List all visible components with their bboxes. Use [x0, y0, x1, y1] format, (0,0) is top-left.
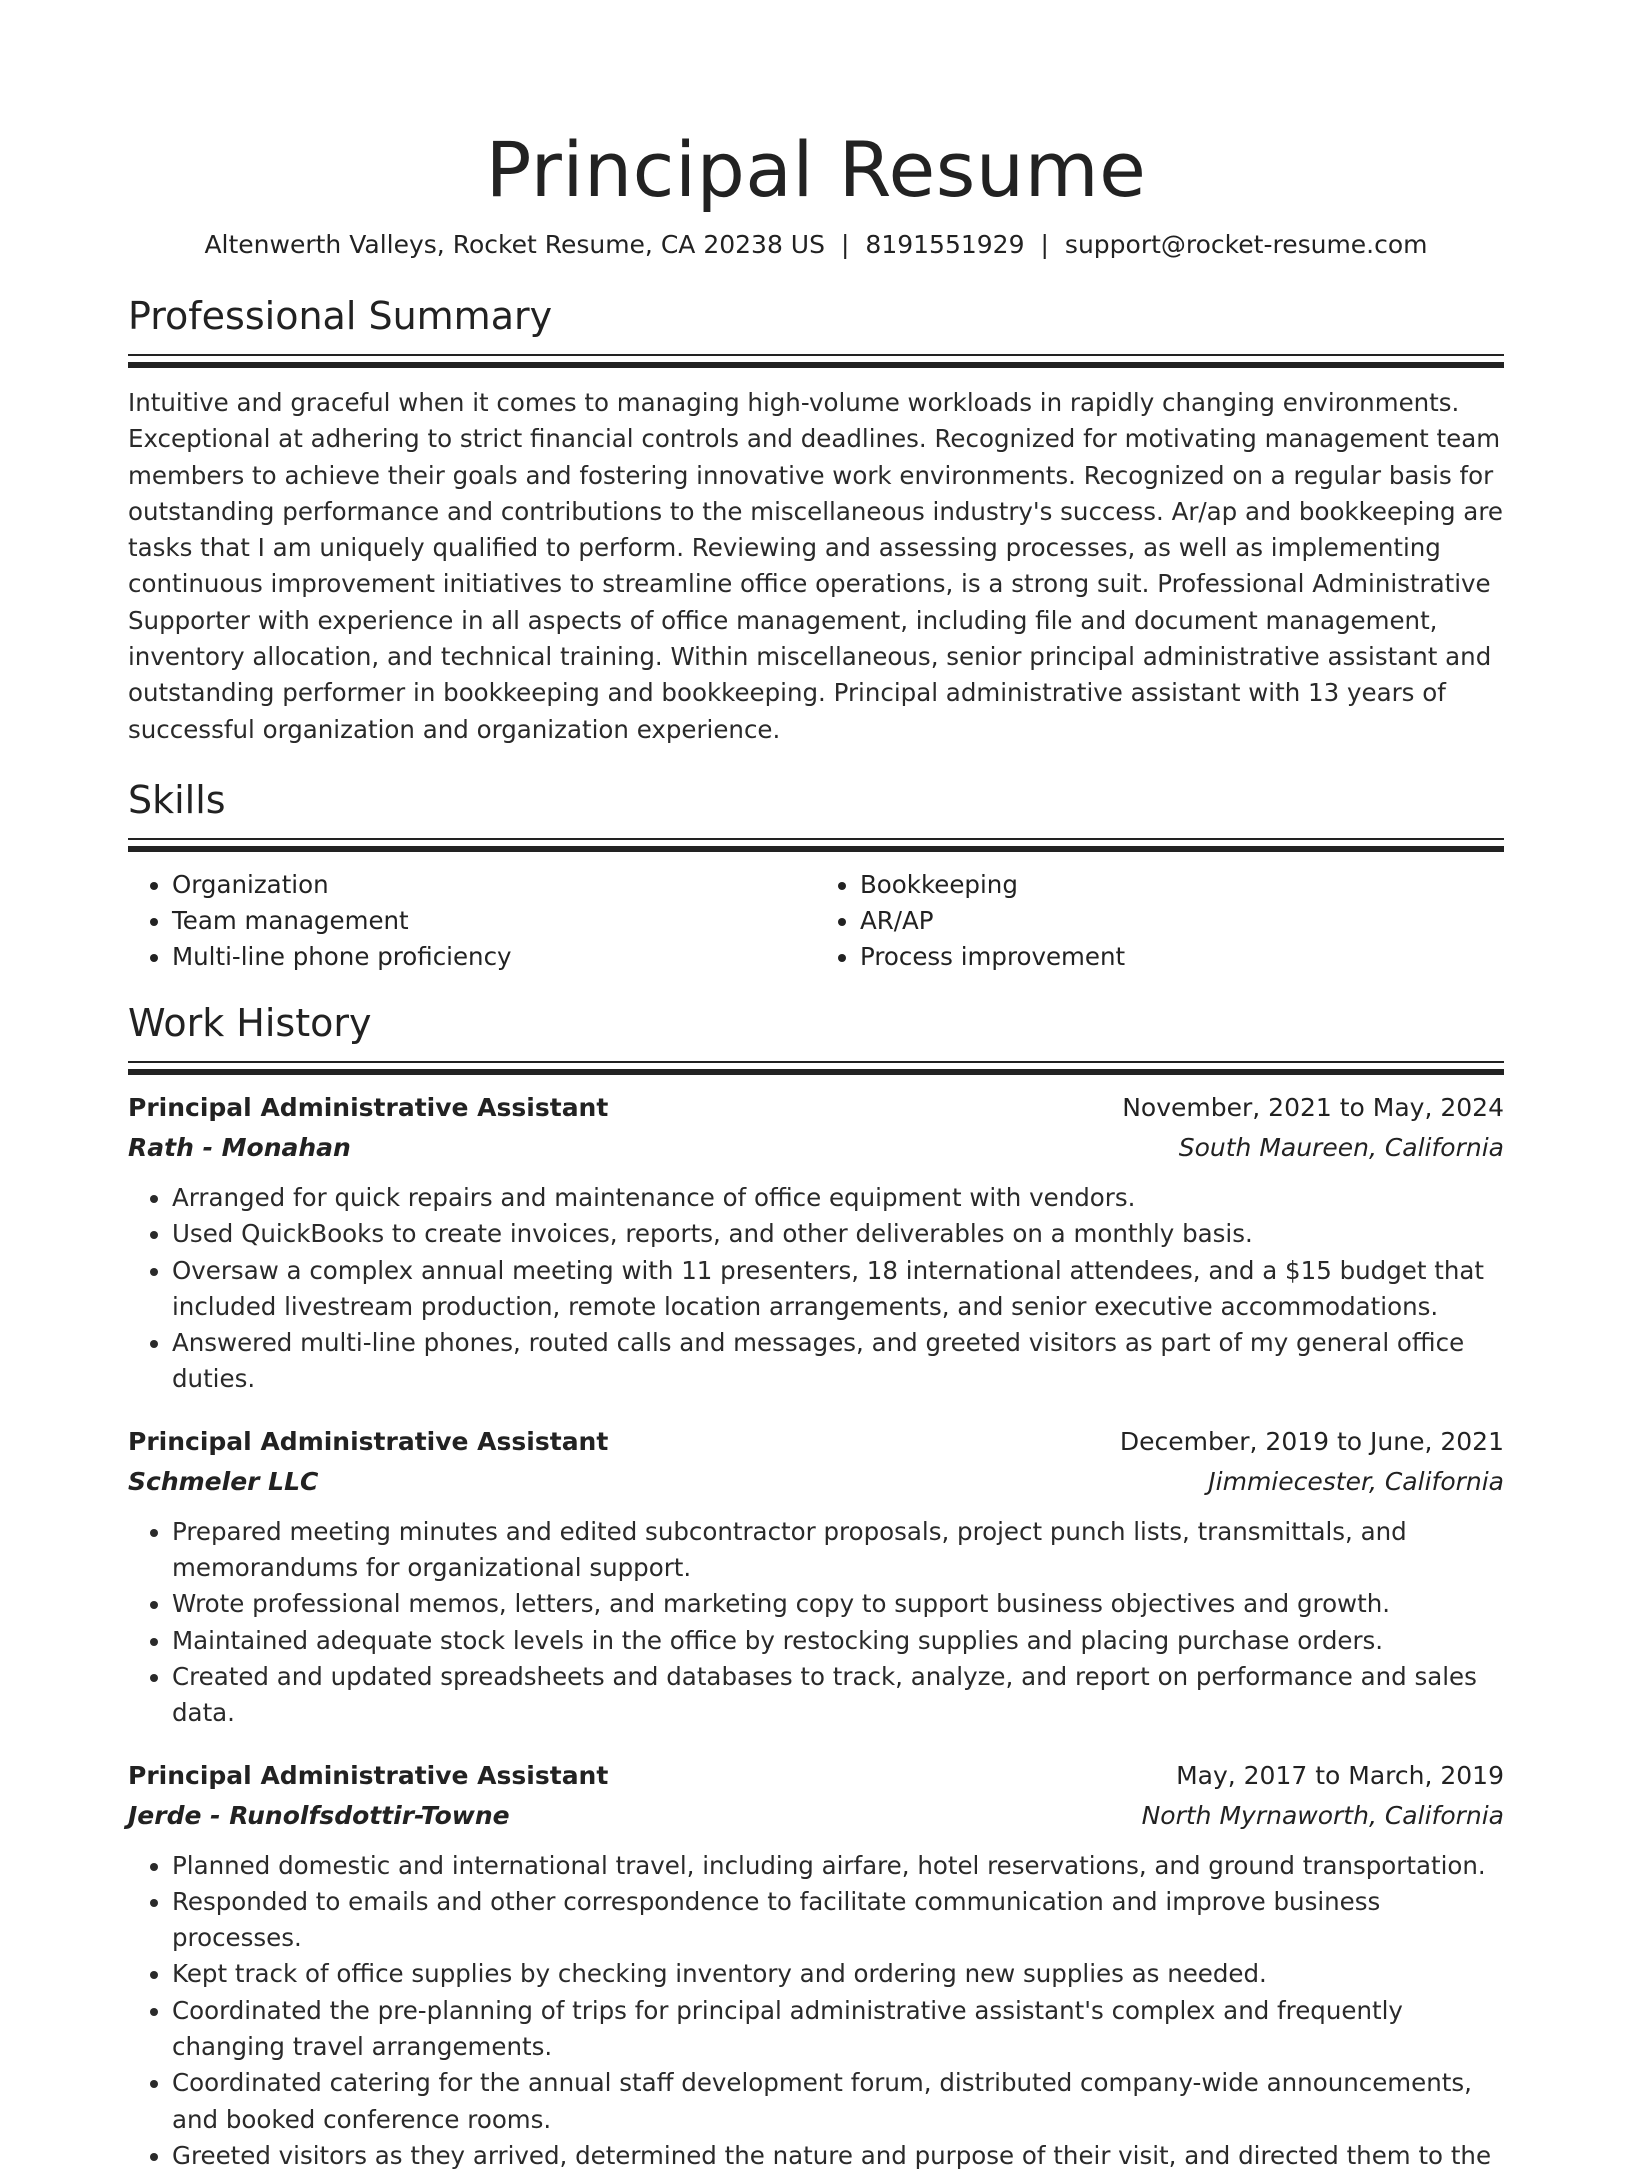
summary-text: Intuitive and graceful when it comes to managing high-volume workloads in rapidly changing environments. Exceptional at adhering to strict financial controls and deadlines. Recognized for motivating management team members to achieve their goals and fostering innovative work environments. Recognized on a regular basis for outstanding performance and contributions to the miscellaneous industry's success. Ar/ap and bookkeeping are tasks that I am uniquely qualified to perform. Reviewing and assessing processes, as well as implementing continuous improvement initiatives to streamline office operations, is a strong suit. Professional Administrative Supporter with experience in all aspects of office management, including file and document management, inventory allocation, and technical training. Within miscellaneous, senior principal administrative assistant and outstanding performer in bookkeeping and bookkeeping. Principal administrative assistant with 13 years of successful organization and organization experience.: [128, 388, 1503, 744]
skill-item: • Organization: [172, 867, 816, 903]
job-bullet: • Planned domestic and international travel, including airfare, hotel reservations, and ground transportation.: [172, 1848, 1504, 1884]
skill-item: • Process improvement: [860, 939, 1504, 975]
skills-section: [128, 776, 1504, 975]
section-rule: [128, 1061, 1504, 1076]
job-entry: [128, 1756, 1504, 2174]
contact-address: Altenwerth Valleys, Rocket Resume, CA 20238 US: [204, 230, 825, 259]
job-location: North Myrnaworth, California: [1141, 1800, 1504, 1830]
job-bullet: • Answered multi-line phones, routed calls and messages, and greeted visitors as part of my general office duties.: [172, 1325, 1504, 1398]
skill-item: • Multi-line phone proficiency: [172, 939, 816, 975]
skills-column-left: [128, 867, 816, 975]
job-location: South Maureen, California: [1178, 1132, 1504, 1162]
job-title: Principal Administrative Assistant: [128, 1760, 609, 1790]
job-bullet: • Greeted visitors as they arrived, determined the nature and purpose of their visit, and directed them to the: [172, 2138, 1504, 2174]
job-company: Schmeler LLC: [128, 1466, 319, 1496]
job-bullet: • Used QuickBooks to create invoices, reports, and other deliverables on a monthly basis.: [172, 1216, 1504, 1252]
job-dates: November, 2021 to May, 2024: [1122, 1092, 1504, 1122]
contact-email: support@rocket-resume.com: [1064, 230, 1428, 259]
job-bullet: • Responded to emails and other correspondence to facilitate communication and improve business processes.: [172, 1884, 1504, 1957]
section-rule: [128, 838, 1504, 853]
skills-list: [128, 867, 1504, 975]
job-location: Jimmiecester, California: [1208, 1466, 1504, 1496]
job-title: Principal Administrative Assistant: [128, 1426, 609, 1456]
section-title-skills: Skills: [128, 777, 226, 822]
job-company: Jerde - Runolfsdottir-Towne: [128, 1800, 510, 1830]
skills-column-right: [816, 867, 1504, 975]
skill-item: • Team management: [172, 903, 816, 939]
work-section: [128, 999, 1504, 2174]
job-bullet: • Coordinated the pre-planning of trips for principal administrative assistant's complex and frequently changing travel arrangements.: [172, 1993, 1504, 2066]
job-bullet: • Coordinated catering for the annual staff development forum, distributed company-wide announcements, and booked conference rooms.: [172, 2065, 1504, 2138]
job-bullet: • Maintained adequate stock levels in the office by restocking supplies and placing purchase orders.: [172, 1623, 1504, 1659]
skill-item: • Bookkeeping: [860, 867, 1504, 903]
resume-page: [128, 0, 1504, 2174]
job-entry: [128, 1088, 1504, 1398]
job-bullet: • Wrote professional memos, letters, and marketing copy to support business objectives and growth.: [172, 1586, 1504, 1622]
contact-separator: |: [1040, 230, 1049, 259]
section-rule: [128, 354, 1504, 369]
resume-name: Principal Resume: [485, 125, 1147, 214]
job-dates: May, 2017 to March, 2019: [1176, 1760, 1504, 1790]
job-bullets: [128, 1514, 1504, 1732]
job-bullets: [128, 1848, 1504, 2174]
contact-separator: |: [840, 230, 850, 259]
job-title: Principal Administrative Assistant: [128, 1092, 609, 1122]
skill-item: • AR/AP: [860, 903, 1504, 939]
job-bullet: • Arranged for quick repairs and maintenance of office equipment with vendors.: [172, 1180, 1504, 1216]
job-dates: December, 2019 to June, 2021: [1119, 1426, 1504, 1456]
job-bullets: [128, 1180, 1504, 1398]
job-bullet: • Kept track of office supplies by checking inventory and ordering new supplies as needed.: [172, 1956, 1504, 1992]
job-bullet: • Created and updated spreadsheets and databases to track, analyze, and report on performance and sales data.: [172, 1659, 1504, 1732]
job-company: Rath - Monahan: [128, 1132, 351, 1162]
job-bullet: • Prepared meeting minutes and edited subcontractor proposals, project punch lists, transmittals, and memorandums for organizational support.: [172, 1514, 1504, 1587]
section-title-work: Work History: [128, 1000, 372, 1045]
summary-section: [128, 292, 1504, 748]
job-bullet: • Oversaw a complex annual meeting with 11 presenters, 18 international attendees, and a $15 budget that included livestream production, remote location arrangements, and senior executive accommodations.: [172, 1253, 1504, 1326]
contact-line: [128, 228, 1504, 262]
section-title-summary: Professional Summary: [128, 294, 553, 338]
job-entry: [128, 1422, 1504, 1732]
contact-phone: 8191551929: [865, 230, 1025, 259]
